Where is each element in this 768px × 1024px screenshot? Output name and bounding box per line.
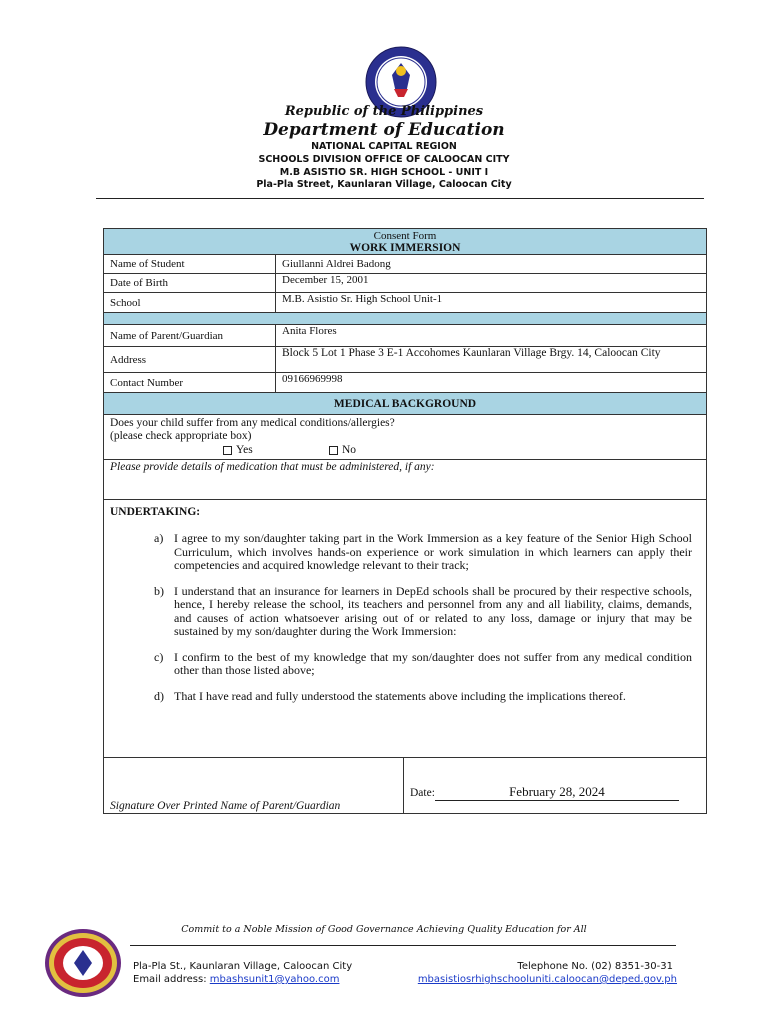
consent-form-table <box>103 228 707 814</box>
medical-question-line1: Does your child suffer from any medical conditions/allergies? <box>110 417 395 429</box>
undertaking-heading: UNDERTAKING: <box>110 506 201 518</box>
no-checkbox[interactable] <box>329 446 338 455</box>
undertaking-item-c <box>110 651 692 678</box>
undertaking-item-d <box>110 690 692 704</box>
dob-label: Date of Birth <box>104 274 276 293</box>
footer-motto: Commit to a Noble Mission of Good Governance Achieving Quality Education for All <box>181 924 587 935</box>
signature-field[interactable] <box>104 758 404 814</box>
medical-question-line2: (please check appropriate box) <box>110 429 252 442</box>
school-header-text: M.B ASISTIO SR. HIGH SCHOOL - UNIT I <box>279 167 489 178</box>
dob-field[interactable]: December 15, 2001 <box>276 274 707 293</box>
footer-email-label: Email address: <box>133 974 210 985</box>
footer-email-row <box>133 974 339 985</box>
form-title <box>104 229 707 255</box>
item-text: That I have read and fully understood the statements above including the implications thereof. <box>174 688 626 703</box>
contact-field[interactable]: 09166969998 <box>276 373 707 393</box>
signature-label: Signature Over Printed Name of Parent/Guardian <box>110 800 341 812</box>
no-label: No <box>342 444 357 456</box>
footer-deped-email-link[interactable]: mbasistiosrhighschooluniti.caloocan@deped.gov.ph <box>417 974 677 985</box>
footer-email-link[interactable]: mbashsunit1@yahoo.com <box>209 974 340 985</box>
item-mark: c) <box>154 649 164 664</box>
form-title-line2: WORK IMMERSION <box>349 242 461 254</box>
section-separator <box>104 313 707 325</box>
footer-address: Pla-Pla St., Kaunlaran Village, Caloocan City <box>133 961 353 972</box>
header-divider <box>96 198 704 199</box>
item-mark: a) <box>154 531 164 545</box>
parent-name-label: Name of Parent/Guardian <box>104 325 276 347</box>
address-header-text: Pla-Pla Street, Kaunlaran Village, Caloocan City <box>256 179 512 190</box>
student-name-label: Name of Student <box>104 255 276 274</box>
address-label: Address <box>104 347 276 373</box>
student-name-field[interactable]: Giullanni Aldrei Badong <box>276 255 707 274</box>
medical-question-cell <box>104 415 707 460</box>
date-cell <box>404 758 707 814</box>
yes-label: Yes <box>236 444 253 456</box>
school-label: School <box>104 293 276 313</box>
region-text: NATIONAL CAPITAL REGION <box>311 141 457 152</box>
yes-option[interactable] <box>223 444 253 457</box>
division-text: SCHOOLS DIVISION OFFICE OF CALOOCAN CITY <box>258 154 510 165</box>
parent-name-field[interactable]: Anita Flores <box>276 325 707 347</box>
medication-details-field[interactable] <box>104 460 707 500</box>
footer-telephone: Telephone No. (02) 8351-30-31 <box>517 961 673 972</box>
date-label: Date: <box>410 787 435 799</box>
form-title-line1: Consent Form <box>373 230 437 242</box>
yes-checkbox[interactable] <box>223 446 232 455</box>
medication-details-prompt: Please provide details of medication that must be administered, if any: <box>110 461 435 473</box>
school-field[interactable]: M.B. Asistio Sr. High School Unit-1 <box>276 293 707 313</box>
footer-divider <box>130 945 676 946</box>
no-option[interactable] <box>329 444 356 457</box>
medical-heading: MEDICAL BACKGROUND <box>104 393 707 415</box>
item-text: I understand that an insurance for learners in DepEd schools shall be procured by their respective schools, hence, I hereby release the school, its teachers and personnel from any and all liability, claims, demands, and causes of action whatsoever arising out of or related to any loss, damage or injury that may be sustained by my son/daughter during the Work Immersion: <box>174 583 693 638</box>
department-title: Department of Education <box>263 120 505 140</box>
republic-text: Republic of the Philippines <box>284 104 484 119</box>
item-mark: b) <box>154 583 164 598</box>
item-text: I confirm to the best of my knowledge that my son/daughter does not suffer from any medical condition other than those listed above; <box>174 649 693 677</box>
undertaking-item-b <box>110 585 692 639</box>
undertaking-cell <box>104 500 707 758</box>
item-mark: d) <box>154 688 164 703</box>
item-text: I agree to my son/daughter taking part in the Work Immersion as a key feature of the Senior High School Curriculum, which involves hands-on experience or work simulation in which learners can apply their competencies and acquired knowledge relevant to their track; <box>174 531 693 572</box>
date-field[interactable]: February 28, 2024 <box>435 784 679 801</box>
undertaking-item-a <box>110 532 692 573</box>
school-seal <box>44 928 122 998</box>
contact-label: Contact Number <box>104 373 276 393</box>
address-field[interactable]: Block 5 Lot 1 Phase 3 E-1 Accohomes Kaunlaran Village Brgy. 14, Caloocan City <box>276 347 707 373</box>
